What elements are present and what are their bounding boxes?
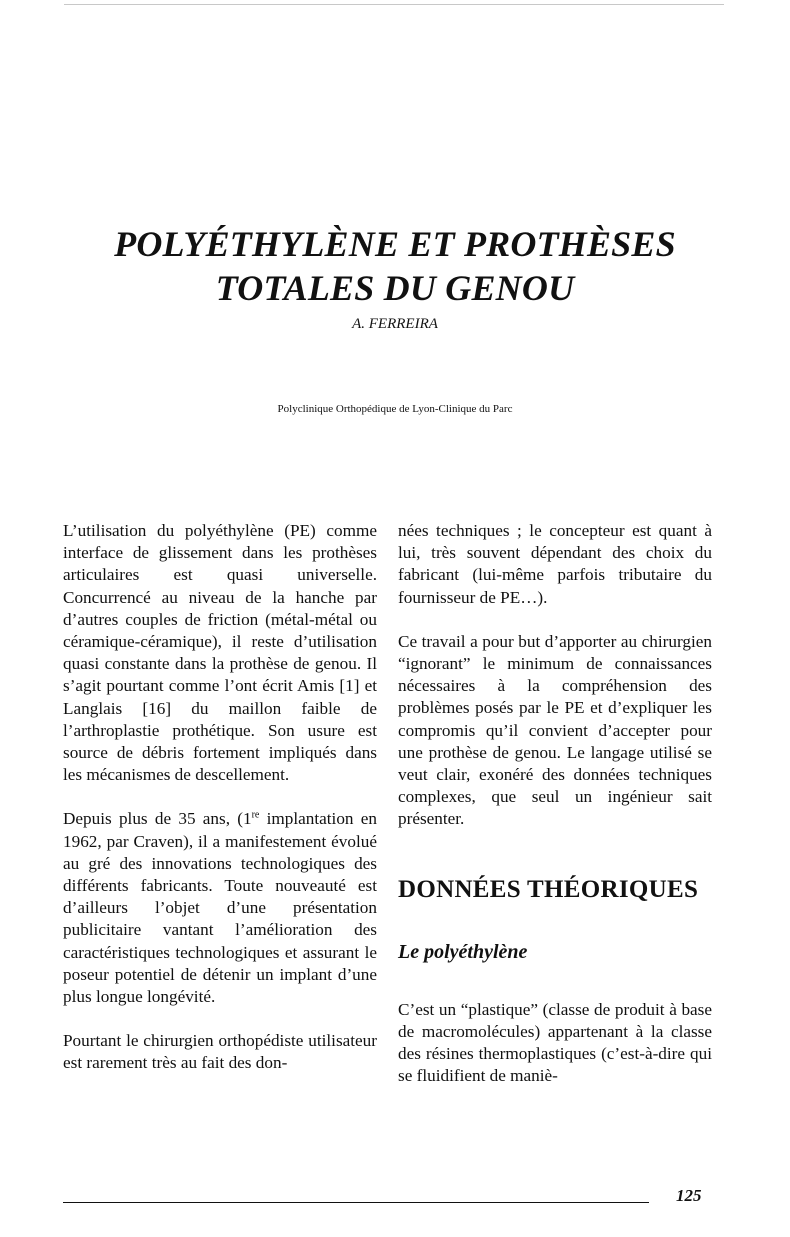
affiliation: Polyclinique Orthopédique de Lyon-Clinique du Parc [277,403,513,415]
paragraph-text: Depuis plus de 35 ans, (1 [63,809,252,829]
right-column [398,520,712,1109]
author: A. FERREIRA [352,316,438,332]
page-number: 125 [676,1186,702,1205]
left-column [63,520,377,1097]
title-line-2: TOTALES DU GENOU [215,268,575,308]
superscript: re [251,809,260,821]
paragraph: nées techniques ; le concepteur est quant à lui, très souvent dépendant des choix du fabricant (lui-même parfois tributaire du fournisseur de PE…). [398,521,712,607]
paragraph-text: implantation en 1962, par Craven), il a manifestement évolué au gré des innovations technologiques des différents fabricants. Toute nouveauté est d’ailleurs l’objet d’une présentation publicitaire vantant l’amélioration des caractéristiques technologiques et assurant le poseur potentiel de détenir un implant d’une plus longue longévité. [63,809,377,1007]
title-line-1: POLYÉTHYLÈNE ET PROTHÈSES [114,224,676,264]
section-heading: DONNÉES THÉORIQUES [398,875,699,903]
paragraph: Ce travail a pour but d’apporter au chirurgien “ignorant” le minimum de connaissances nécessaires à la compréhension des problèmes posés par le PE et d’expliquer les compromis qu’il convient d’accepter pour une prothèse de genou. Le langage utilisé se veut clair, exonéré des données techniques complexes, que seul un ingénieur sait présenter. [398,631,712,829]
paragraph: L’utilisation du polyéthylène (PE) comme interface de glissement dans les prothèses articulaires est quasi universelle. Concurrencé au niveau de la hanche par d’autres couples de friction (métal-métal ou céramique-céramique), il reste d’utilisation quasi constante dans la prothèse de genou. Il s’agit pourtant comme l’ont écrit Amis [1] et Langlais [16] du maillon faible de l’arthroplastie prothétique. Son usure est source de débris fortement impliqués dans les mécanismes de descellement. [63,521,377,785]
top-rule [64,4,724,5]
paragraph [63,808,377,1008]
sub-heading: Le polyéthylène [398,940,528,963]
paragraph: C’est un “plastique” (classe de produit à base de macromolécules) appartenant à la classe des résines thermoplastiques (c’est-à-dire qui se fluidifient de maniè- [398,999,712,1086]
article-title [0,222,790,310]
footer-rule [63,1202,649,1203]
paragraph: Pourtant le chirurgien orthopédiste utilisateur est rarement très au fait des don- [63,1031,377,1073]
